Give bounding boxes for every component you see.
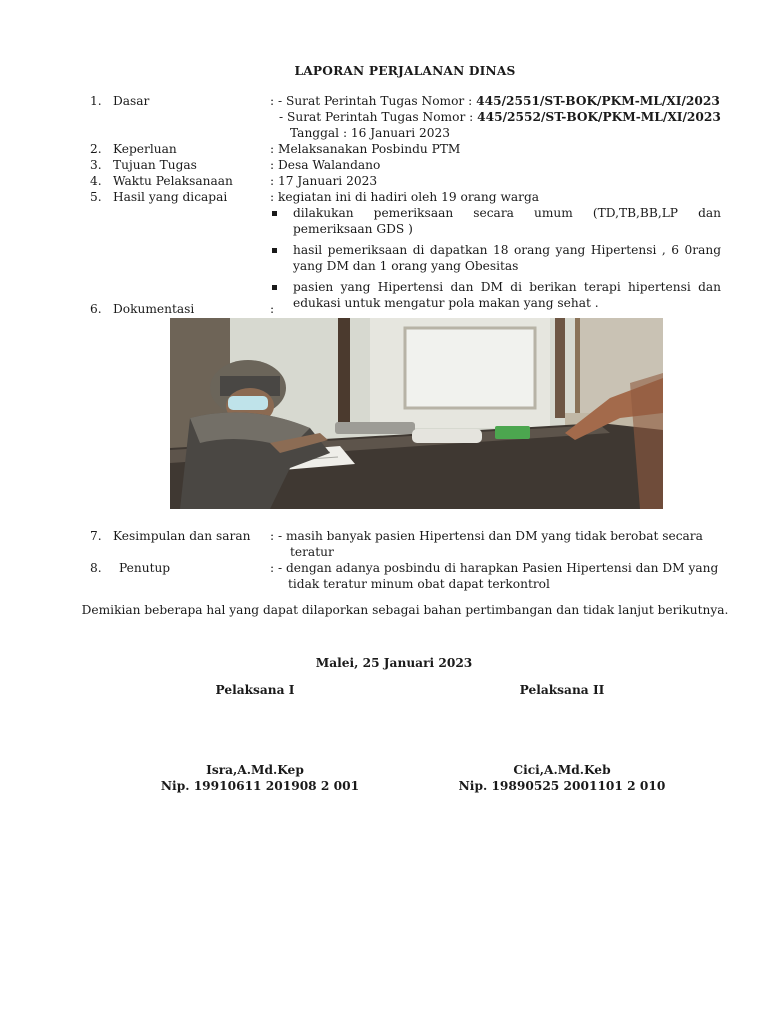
item-number: 3. <box>90 158 102 172</box>
signer-nip: Nip. 19890525 2001101 2 010 <box>458 779 666 793</box>
item-number: 2. <box>90 142 102 156</box>
item-label: Dasar <box>113 94 150 108</box>
report-title: LAPORAN PERJALANAN DINAS <box>294 64 516 78</box>
list-item: dilakukan pemeriksaan secara umum (TD,TB,BB,LP dan pemeriksaan GDS ) <box>262 205 721 238</box>
item-value: : 17 Januari 2023 <box>270 174 378 188</box>
spt-number-1: 445/2551/ST-BOK/PKM-ML/XI/2023 <box>476 94 720 108</box>
item-label: Waktu Pelaksanaan <box>113 174 233 188</box>
item-value-continued: teratur <box>290 545 334 559</box>
signer-role: Pelaksana II <box>519 683 605 697</box>
closing-statement: Demikian beberapa hal yang dapat dilaporkan sebagai bahan pertimbangan dan tidak lanjut berikutnya. <box>81 603 729 617</box>
item-number: 1. <box>90 94 102 108</box>
documentation-photo <box>170 318 663 509</box>
signer-name: Cici,A.Md.Keb <box>513 763 611 777</box>
signer-nip: Nip. 19910611 201908 2 001 <box>160 779 360 793</box>
item-number: 5. <box>90 190 102 204</box>
list-item: pasien yang Hipertensi dan DM di berikan terapi hipertensi dan edukasi untuk mengatur pola makan yang sehat . <box>262 279 721 312</box>
square-bullet-icon <box>272 248 277 253</box>
list-item: hasil pemeriksaan di dapatkan 18 orang yang Hipertensi , 6 0rang yang DM dan 1 orang yang Obesitas <box>262 242 721 275</box>
item-label: Dokumentasi <box>113 302 195 316</box>
item-label: Keperluan <box>113 142 177 156</box>
item-label: Penutup <box>119 561 171 575</box>
place-date: Malei, 25 Januari 2023 <box>315 656 473 670</box>
item-number: 7. <box>90 529 102 543</box>
item-label: Kesimpulan dan saran <box>113 529 251 543</box>
signer-role: Pelaksana I <box>215 683 295 697</box>
square-bullet-icon <box>272 285 277 290</box>
signer-name: Isra,A.Md.Kep <box>206 763 304 777</box>
item-value: : kegiatan ini di hadiri oleh 19 orang warga <box>270 190 540 204</box>
item-value: : <box>270 302 275 316</box>
item-label: Hasil yang dicapai <box>113 190 228 204</box>
item-value: : - masih banyak pasien Hipertensi dan DM yang tidak berobat secara <box>270 529 703 543</box>
item-value: : Melaksanakan Posbindu PTM <box>270 142 461 156</box>
dasar-line-2: - Surat Perintah Tugas Nomor : 445/2552/ST-BOK/PKM-ML/XI/2023 <box>279 110 721 124</box>
item-number: 4. <box>90 174 102 188</box>
dasar-date: Tanggal : 16 Januari 2023 <box>290 126 451 140</box>
item-value: : - dengan adanya posbindu di harapkan Pasien Hipertensi dan DM yang <box>270 561 719 575</box>
item-number: 6. <box>90 302 102 316</box>
item-value: : Desa Walandano <box>270 158 381 172</box>
dasar-line-1: : - Surat Perintah Tugas Nomor : 445/2551/ST-BOK/PKM-ML/XI/2023 <box>270 94 720 108</box>
item-number: 8. <box>90 561 102 575</box>
spt-number-2: 445/2552/ST-BOK/PKM-ML/XI/2023 <box>477 110 721 124</box>
item-label: Tujuan Tugas <box>113 158 197 172</box>
square-bullet-icon <box>272 211 277 216</box>
item-value-continued: tidak teratur minum obat dapat terkontrol <box>288 577 550 591</box>
result-bullet-list <box>262 205 721 311</box>
